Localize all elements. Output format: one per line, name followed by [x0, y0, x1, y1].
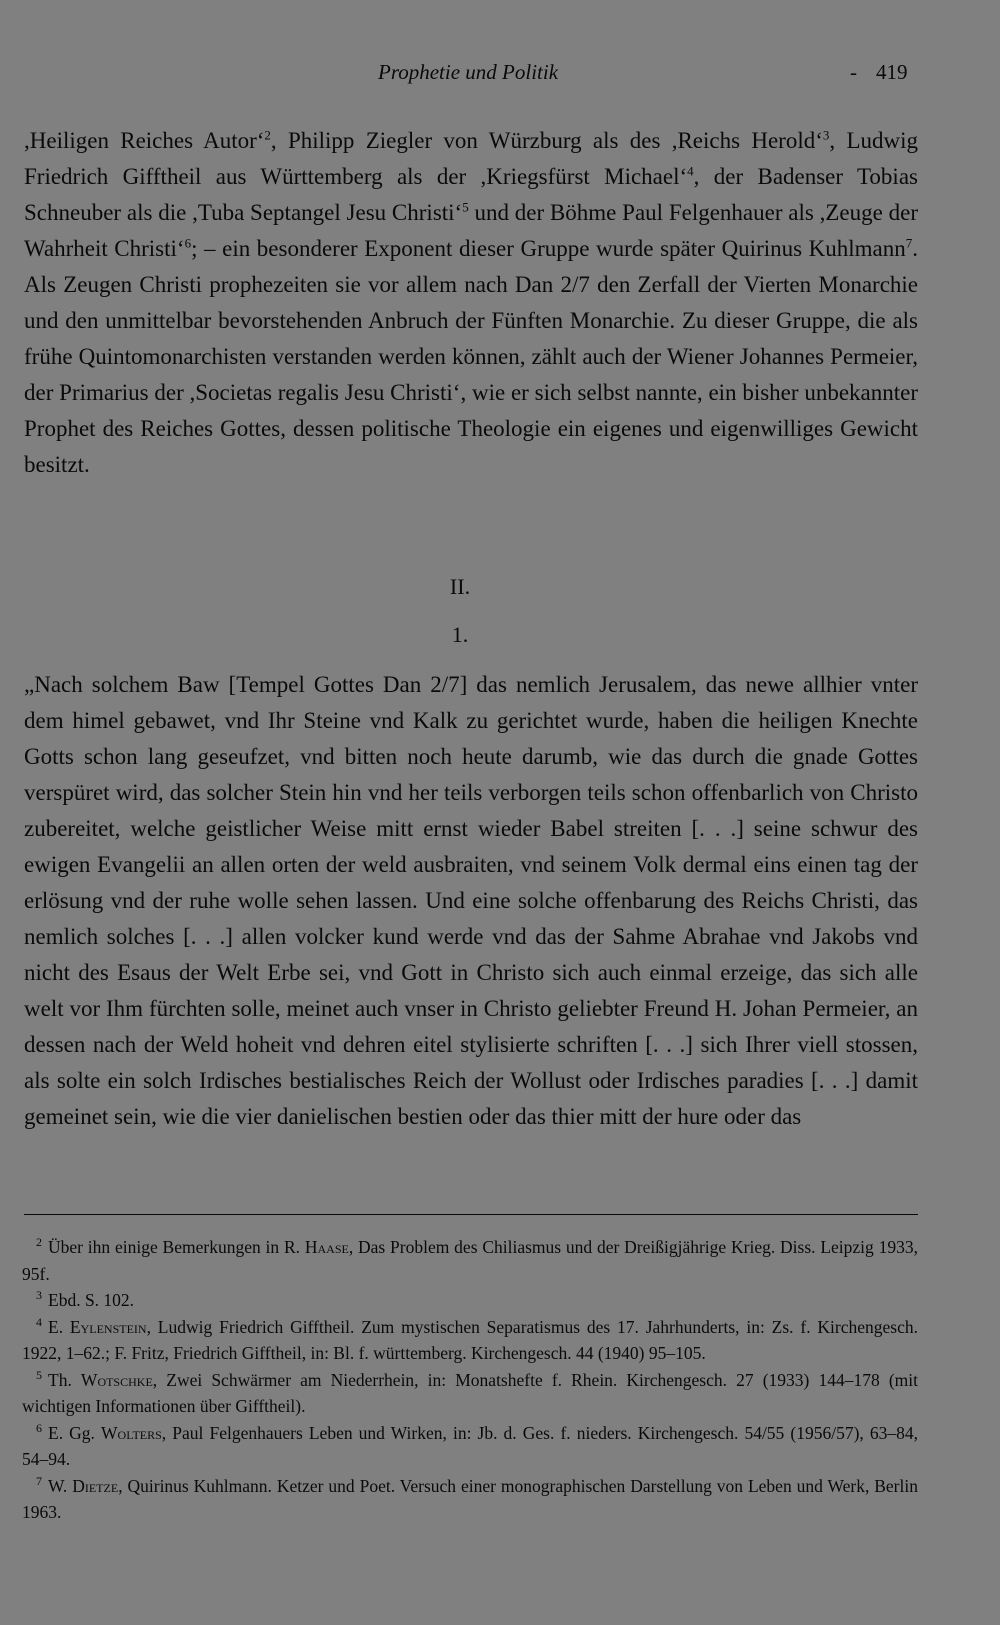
footnote-rule — [24, 1214, 918, 1215]
footnote-text: , Das Problem des Chiliasmus und der Dreißigjährige Krieg. Diss. Leipzig 1933, 95f. — [22, 1237, 918, 1284]
footnote-author: Wolters — [101, 1422, 162, 1443]
footnote-author: Wotschke — [80, 1369, 153, 1390]
footnote-ref: 3 — [822, 127, 830, 143]
footnote-text: Th. — [48, 1369, 81, 1390]
footnote-number: 7 — [36, 1473, 42, 1488]
footnote-number: 4 — [36, 1314, 42, 1329]
text-run: , Philipp Ziegler von Würzburg als des ,Reichs Herold‘ — [270, 128, 823, 153]
footnote-ref: 2 — [264, 127, 271, 143]
footnote-author: Dietze — [72, 1475, 119, 1496]
paragraph-2: „Nach solchem Baw [Tempel Gottes Dan 2/7] das nemlich Jerusalem, das newe allhier vnter dem himel gebawet, vnd Ihr Steine vnd Kalk zu gerichtet wurde, haben die heiligen Knechte Gotts schon lang geseufzet, vnd bitten noch heute darumb, wie das durch die gnade Gottes verspüret wird, das solcher Stein hin vnd her teils verborgen teils schon offenbarlich von Christo zubereitet, welche geistlicher Weise mitt ernst wieder Babel streiten [. . .] seine schwur des ewigen Evangelii an allen orten der weld ausbraiten, vnd seinem Volk dermal eins einen tag der erlösung vnd der ruhe wolle sehen lassen. Und eine solche offenbarung des Reichs Christi, das nemlich solches [. . .] allen volcker kund werde vnd das der Sahme Abrahae vnd Jakobs vnd nicht des Esaus der Welt Erbe sei, vnd Gott in Christo sich auch einmal erzeige, das sich alle welt vor Ihm fürchten solle, meinet auch vnser in Christo geliebter Freund H. Johan Permeier, an dessen nach der Weld hoheit vnd dehren eitel stylisierte schriften [. . .] sich Ihrer viell stossen, als solte ein solch Irdisches bestialisches Reich der Wollust oder Irdisches paradies [. . .] damit gemeinet sein, wie die vier danielischen bestien oder das thier mitt der hure oder das — [24, 672, 918, 1129]
footnote-7 — [22, 1473, 918, 1526]
running-head — [0, 60, 1000, 92]
footnote-text: E. — [48, 1316, 70, 1337]
footnote-number: 2 — [36, 1235, 42, 1250]
text-run: ,Heiligen Reiches Autor‘ — [24, 128, 265, 153]
footnotes — [22, 1234, 918, 1526]
footnote-author: Haase — [304, 1237, 349, 1257]
footnote-3 — [22, 1287, 918, 1314]
footnote-4 — [22, 1314, 918, 1367]
page-number: 419 — [876, 60, 908, 84]
footnote-text: , Zwei Schwärmer am Niederrhein, in: Monatshefte f. Rhein. Kirchengesch. 27 (1933) 144–178 (mit wichtigen Informationen über Gifftheil). — [22, 1369, 918, 1416]
footnote-text: E. Gg. — [48, 1422, 102, 1443]
paragraph-1 — [24, 123, 918, 483]
text-run: , der Badenser Tobias Schneuber als die ,Tuba Septangel Jesu Christi‘ — [24, 164, 918, 225]
section-heading: II. — [449, 574, 471, 599]
footnote-6 — [22, 1420, 918, 1473]
subsection-heading: 1. — [451, 622, 469, 647]
footnote-ref: 5 — [462, 199, 469, 215]
footnote-text: Ebd. S. 102. — [48, 1290, 135, 1310]
footnote-2 — [22, 1234, 918, 1287]
body-text-quote — [24, 667, 918, 1135]
footnote-number: 5 — [36, 1367, 42, 1382]
running-head-separator: - — [850, 60, 857, 84]
text-run: , Ludwig Friedrich Gifftheil aus Württemberg als der ,Kriegsfürst Michael‘ — [24, 128, 918, 189]
footnote-text: , Quirinus Kuhlmann. Ketzer und Poet. Versuch einer monographischen Darstellung von Leben und Werk, Berlin 1963. — [22, 1475, 918, 1522]
running-head-title: Prophetie und Politik — [378, 60, 559, 84]
text-run: . Als Zeugen Christi prophezeiten sie vor allem nach Dan 2/7 den Zerfall der Vierten Monarchie und den unmittelbar bevorstehenden Anbruch der Fünften Monarchie. Zu dieser Gruppe, die als frühe Quintomonarchisten verstanden werden können, zählt auch der Wiener Johannes Permeier, der Primarius der ,Societas regalis Jesu Christi‘, wie er sich selbst nannte, ein bisher unbekannter Prophet des Reiches Gottes, dessen politische Theologie ein eigenes und eigenwilliges Gewicht besitzt. — [24, 236, 918, 477]
text-run: ; – ein besonderer Exponent dieser Gruppe wurde später Quirinus Kuhlmann — [191, 236, 906, 261]
footnote-number: 3 — [36, 1288, 42, 1303]
footnote-text: W. — [48, 1475, 73, 1496]
footnote-text: Über ihn einige Bemerkungen in R. — [48, 1237, 305, 1257]
footnote-5 — [22, 1367, 918, 1420]
footnote-ref: 6 — [184, 235, 192, 251]
footnote-number: 6 — [36, 1420, 42, 1435]
footnote-text: , Ludwig Friedrich Gifftheil. Zum mystischen Separatismus des 17. Jahrhunderts, in: Zs. f. Kirchengesch. 1922, 1–62.; F. Fritz, Friedrich Gifftheil, in: Bl. f. württemberg. Kirchengesch. 44 (1940) 95–105. — [22, 1316, 918, 1363]
text-run: und der Böhme Paul Felgenhauer als ,Zeuge der Wahrheit Christi‘ — [24, 200, 918, 261]
footnote-ref: 7 — [905, 235, 913, 251]
footnote-text: , Paul Felgenhauers Leben und Wirken, in: Jb. d. Ges. f. nieders. Kirchengesch. 54/55 (1956/57), 63–84, 54–94. — [22, 1422, 919, 1469]
footnote-author: Eylenstein — [69, 1316, 147, 1337]
footnote-ref: 4 — [687, 163, 694, 179]
body-text-upper — [24, 123, 918, 483]
